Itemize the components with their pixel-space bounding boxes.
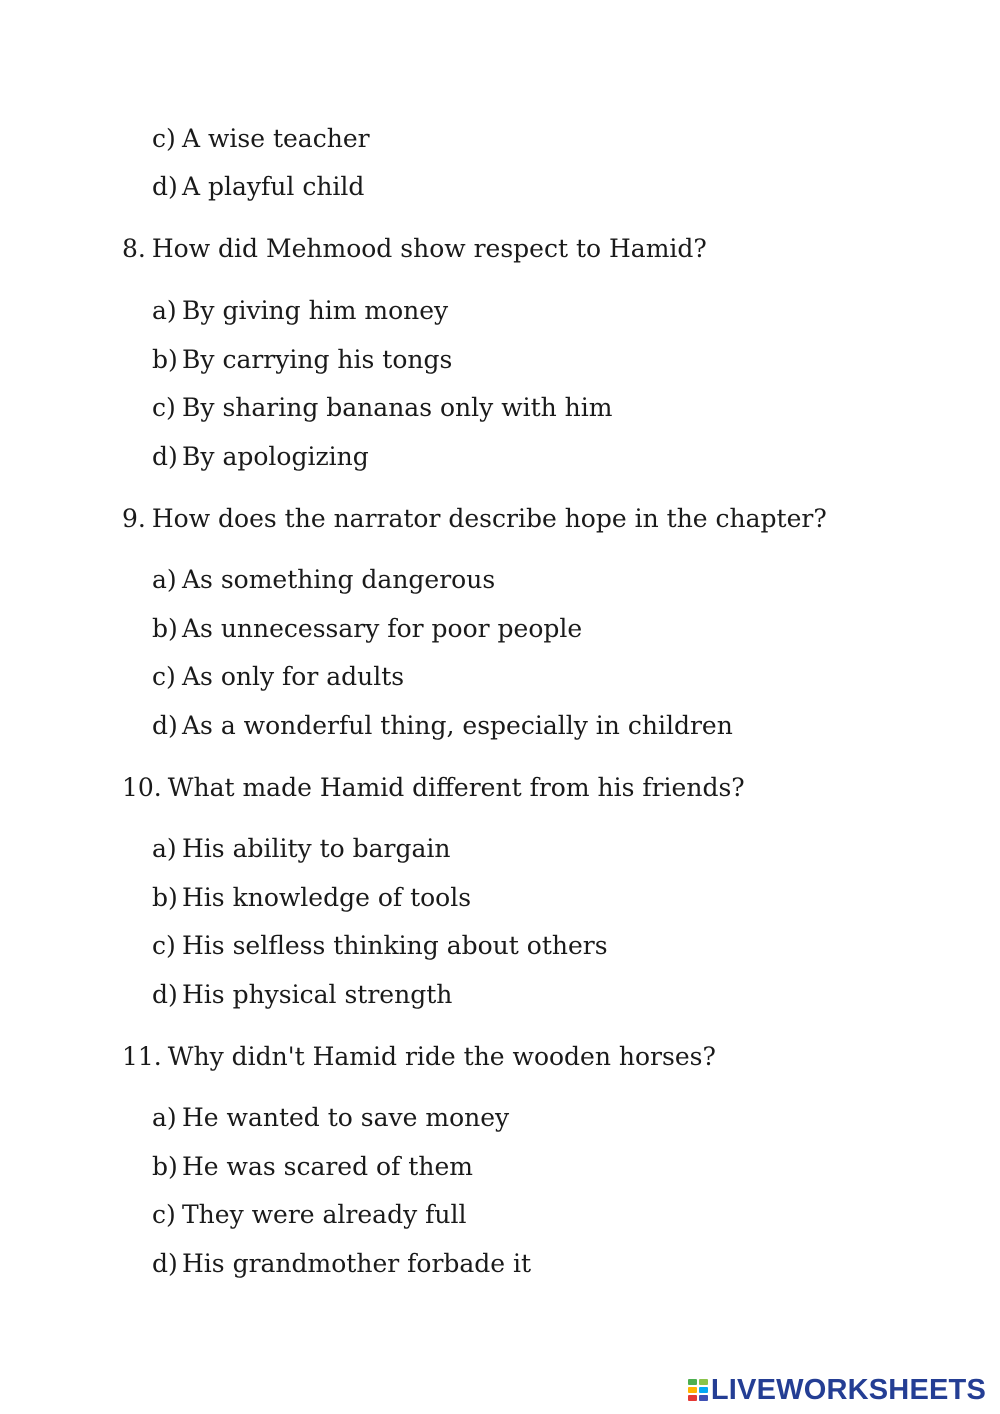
option-letter: c) bbox=[152, 931, 176, 960]
option-letter: c) bbox=[152, 662, 176, 691]
answer-option bbox=[152, 344, 452, 376]
answer-option bbox=[152, 1199, 467, 1231]
question-number: 10. bbox=[122, 773, 162, 802]
answer-option bbox=[152, 833, 451, 865]
answer-option bbox=[152, 392, 612, 424]
answer-option bbox=[152, 661, 404, 693]
answer-option bbox=[152, 979, 452, 1011]
option-letter: c) bbox=[152, 1200, 176, 1229]
answer-option bbox=[152, 930, 608, 962]
option-text: He was scared of them bbox=[182, 1152, 473, 1181]
option-letter: d) bbox=[152, 711, 178, 740]
question-number: 11. bbox=[122, 1042, 162, 1071]
question-prompt: What made Hamid different from his friends? bbox=[167, 773, 745, 802]
option-text: As a wonderful thing, especially in children bbox=[182, 711, 733, 740]
option-text: He wanted to save money bbox=[182, 1103, 510, 1132]
option-letter: a) bbox=[152, 834, 177, 863]
answer-option bbox=[152, 171, 364, 203]
answer-option bbox=[152, 710, 733, 742]
option-text: His selfless thinking about others bbox=[182, 931, 608, 960]
option-letter: a) bbox=[152, 296, 177, 325]
option-text: As only for adults bbox=[182, 662, 405, 691]
brand-name: LIVEWORKSHEETS bbox=[710, 1373, 986, 1406]
answer-option bbox=[152, 1102, 509, 1134]
answer-option bbox=[152, 564, 495, 596]
option-letter: b) bbox=[152, 1152, 178, 1181]
answer-option bbox=[152, 123, 370, 155]
option-text: By apologizing bbox=[182, 442, 369, 471]
option-text: A wise teacher bbox=[182, 124, 370, 153]
answer-option bbox=[152, 1151, 473, 1183]
option-letter: c) bbox=[152, 393, 176, 422]
question-prompt: How did Mehmood show respect to Hamid? bbox=[151, 234, 707, 263]
option-text: As something dangerous bbox=[182, 565, 496, 594]
option-text: His physical strength bbox=[182, 980, 453, 1009]
option-text: His ability to bargain bbox=[182, 834, 451, 863]
question-text bbox=[122, 503, 827, 535]
option-letter: a) bbox=[152, 1103, 177, 1132]
question-text bbox=[122, 772, 745, 804]
option-letter: a) bbox=[152, 565, 177, 594]
option-letter: b) bbox=[152, 345, 178, 374]
question-number: 8. bbox=[122, 234, 146, 263]
option-text: A playful child bbox=[182, 172, 365, 201]
liveworksheets-logo-icon bbox=[687, 1378, 709, 1402]
answer-option bbox=[152, 613, 582, 645]
question-text bbox=[122, 233, 707, 265]
question-prompt: How does the narrator describe hope in the chapter? bbox=[151, 504, 827, 533]
option-text: They were already full bbox=[182, 1200, 467, 1229]
option-letter: b) bbox=[152, 883, 178, 912]
option-letter: c) bbox=[152, 124, 176, 153]
option-letter: b) bbox=[152, 614, 178, 643]
option-letter: d) bbox=[152, 1249, 178, 1278]
answer-option bbox=[152, 295, 448, 327]
liveworksheets-brand[interactable] bbox=[687, 1372, 986, 1408]
question-text bbox=[122, 1041, 716, 1073]
option-letter: d) bbox=[152, 980, 178, 1009]
option-text: By sharing bananas only with him bbox=[182, 393, 613, 422]
answer-option bbox=[152, 1248, 531, 1280]
option-text: His knowledge of tools bbox=[182, 883, 472, 912]
answer-option bbox=[152, 441, 369, 473]
option-text: As unnecessary for poor people bbox=[182, 614, 583, 643]
question-prompt: Why didn't Hamid ride the wooden horses? bbox=[167, 1042, 716, 1071]
option-text: His grandmother forbade it bbox=[182, 1249, 532, 1278]
option-letter: d) bbox=[152, 172, 178, 201]
answer-option bbox=[152, 882, 471, 914]
question-number: 9. bbox=[122, 504, 146, 533]
option-text: By carrying his tongs bbox=[182, 345, 453, 374]
option-letter: d) bbox=[152, 442, 178, 471]
option-text: By giving him money bbox=[182, 296, 449, 325]
